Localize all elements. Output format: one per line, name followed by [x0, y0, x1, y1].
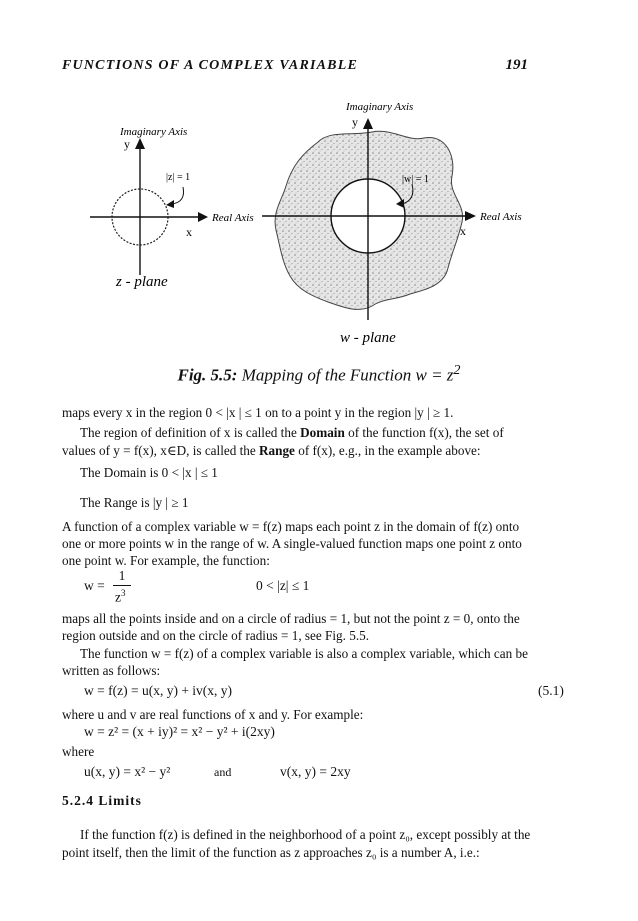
w-real-axis-title: Real Axis [480, 211, 522, 223]
paragraph-limits-line2: point itself, then the limit of the function as z approaches z₀ is a number A, i.e.: [62, 845, 480, 860]
w-imaginary-axis-title: Imaginary Axis [346, 101, 414, 113]
equation-inverse-cube-condition: 0 < |z| ≤ 1 [256, 578, 310, 593]
paragraph-complex-line2: written as follows: [62, 663, 161, 678]
z-plane-label: z - plane [116, 274, 168, 290]
equation-inverse-cube-numerator: 1 [118, 568, 126, 583]
where-label: where [62, 744, 95, 759]
text-span: of the function f(x), the set of [344, 425, 504, 440]
paragraph-maps-circle-line1: maps all the points inside and on a circle of radius = 1, but not the point z = 0, onto the [62, 611, 520, 626]
equation-inverse-cube-lhs: w = [84, 578, 105, 593]
figure-caption-sup: 2 [453, 362, 461, 378]
equation-v: v(x, y) = 2xy [280, 764, 351, 779]
text-span: The region of definition of x is called the [80, 425, 301, 440]
paragraph-real-functions: where u and v are real functions of x and y. For example: [62, 707, 364, 722]
term-range: Range [259, 443, 295, 458]
z-imaginary-axis-arrow [135, 138, 145, 149]
figure-caption-prefix: Fig. 5.5: [177, 365, 238, 385]
paragraph-function-line1: A function of a complex variable w = f(z) maps each point z in the domain of f(z) onto [62, 519, 520, 534]
z-real-axis-arrow [198, 212, 208, 222]
equation-inverse-cube-denominator [115, 588, 126, 606]
paragraph-complex-line1: The function w = f(z) of a complex variable is also a complex variable, which can be [80, 646, 528, 661]
z-circle-label: |z| = 1 [166, 172, 191, 183]
paragraph-function-line3: one point w. For example, the function: [62, 553, 270, 568]
paragraph-maps-circle-line2: region outside and on the circle of radius = 1, see Fig. 5.5. [62, 628, 370, 643]
paragraph-domain-line1 [80, 424, 504, 441]
fraction-bar [113, 585, 131, 586]
page-number: 191 [505, 57, 528, 73]
section-heading-limits: 5.2.4 Limits [62, 793, 142, 808]
w-shaded-region [275, 131, 463, 309]
paragraph-function-line2: one or more points w in the range of w. A single-valued function maps one point z onto [62, 536, 522, 551]
domain-statement: The Domain is 0 < |x | ≤ 1 [80, 465, 218, 480]
equation-and: and [214, 765, 232, 779]
term-domain: Domain [300, 425, 345, 440]
figure-caption-text: Mapping of the Function w = z [241, 365, 454, 385]
text-span: z [115, 589, 121, 605]
figure-caption [0, 362, 638, 386]
exponent: 3 [121, 588, 126, 598]
w-plane-label: w - plane [340, 330, 396, 346]
z-pointer-arrowhead [166, 200, 174, 208]
w-circle-label: |w| = 1 [402, 174, 429, 185]
z-real-axis-title: Real Axis [212, 212, 254, 224]
z-imaginary-axis-title: Imaginary Axis [120, 126, 188, 138]
equation-z-squared: w = z² = (x + iy)² = x² − y² + i(2xy) [84, 724, 275, 739]
z-plane [90, 126, 254, 290]
equation-number-5-1: (5.1) [538, 683, 564, 698]
equation-5-1: w = f(z) = u(x, y) + iv(x, y) [84, 683, 233, 698]
w-x-label: x [460, 224, 466, 238]
z-y-label: y [124, 137, 130, 151]
w-real-axis-arrow [465, 211, 476, 221]
w-imaginary-axis-arrow [363, 118, 373, 129]
range-statement: The Range is |y | ≥ 1 [80, 495, 189, 510]
mapping-figure [0, 80, 638, 360]
paragraph-domain-line2 [62, 442, 481, 459]
text-span: of f(x), e.g., in the example above: [294, 443, 481, 458]
w-y-label: y [352, 115, 358, 129]
paragraph-maps: maps every x in the region 0 < |x | ≤ 1 on to a point y in the region |y | ≥ 1. [62, 405, 454, 420]
z-x-label: x [186, 225, 192, 239]
paragraph-limits-line1: If the function f(z) is defined in the neighborhood of a point z₀, except possibly at the [80, 827, 531, 842]
w-plane [262, 101, 522, 346]
text-span: values of y = f(x), x∈D, is called the [62, 443, 260, 458]
equation-u: u(x, y) = x² − y² [84, 764, 171, 779]
running-header-title: FUNCTIONS OF A COMPLEX VARIABLE [62, 58, 359, 73]
